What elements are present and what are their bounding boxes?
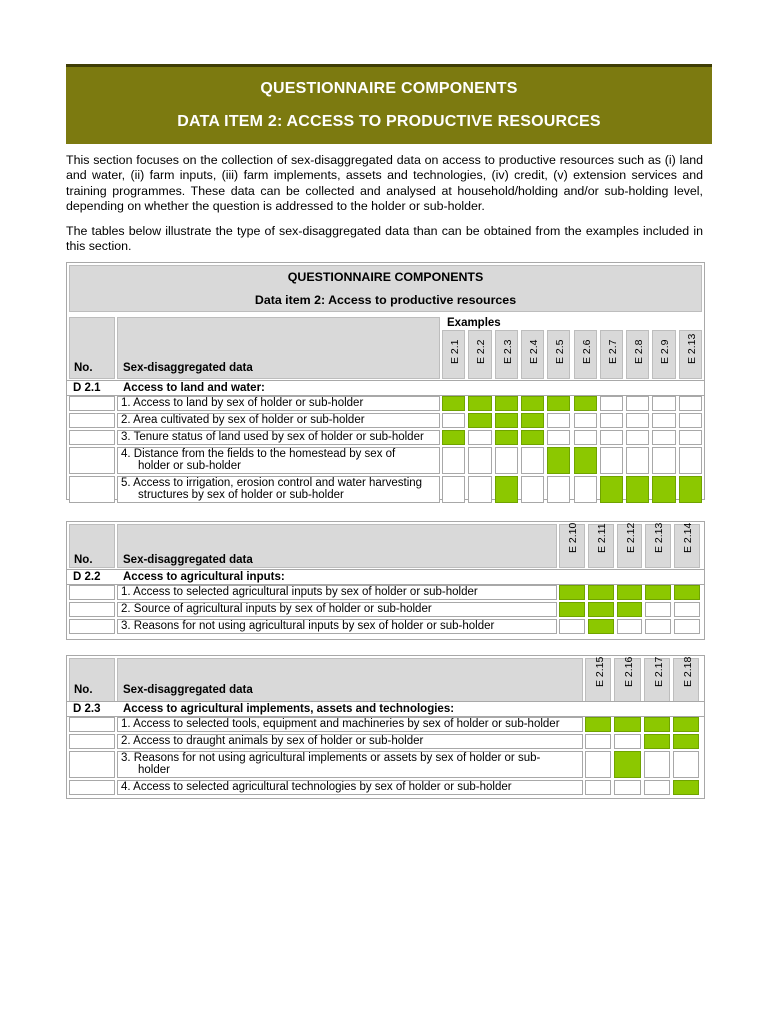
- mark-cell-filled: [574, 447, 597, 474]
- mark-cell-empty: [679, 430, 702, 445]
- mark-cell-empty: [626, 430, 649, 445]
- mark-cell-empty: [600, 396, 623, 411]
- examples-label: Examples: [447, 317, 501, 329]
- example-label-text: E 2.12: [624, 522, 637, 553]
- divider: [67, 380, 704, 381]
- mark-cell-empty: [645, 619, 671, 634]
- mark-cell-empty: [495, 447, 518, 474]
- row-number-cell: [69, 780, 115, 795]
- mark-cell-filled: [468, 396, 491, 411]
- row-label: 5. Access to irrigation, erosion control and water harvesting: [121, 477, 423, 489]
- example-label-text: E 2.3: [501, 339, 514, 364]
- mark-cell-empty: [652, 430, 675, 445]
- row-number-cell: [69, 734, 115, 749]
- mark-cell-empty: [652, 413, 675, 428]
- col-data-label: Sex-disaggregated data: [123, 554, 253, 566]
- section-title: Access to agricultural implements, assets and technologies:: [123, 703, 455, 715]
- mark-cell-filled: [442, 396, 465, 411]
- row-label: 1. Access to selected tools, equipment and machineries by sex of holder or sub-holder: [121, 718, 560, 730]
- mark-cell-empty: [600, 447, 623, 474]
- row-number-cell: [69, 396, 115, 411]
- mark-cell-filled: [626, 476, 649, 503]
- table-title: QUESTIONNAIRE COMPONENTS: [287, 270, 484, 284]
- example-label-text: E 2.11: [595, 523, 608, 553]
- mark-cell-filled: [588, 619, 614, 634]
- mark-cell-filled: [644, 717, 670, 732]
- mark-cell-filled: [559, 602, 585, 617]
- example-label-text: E 2.9: [659, 339, 672, 364]
- row-label: 4. Access to selected agricultural technologies by sex of holder or sub-holder: [121, 781, 512, 793]
- mark-cell-filled: [521, 396, 544, 411]
- row-number-cell: [69, 413, 115, 428]
- table-subtitle: Data item 2: Access to productive resources: [254, 293, 517, 307]
- mark-cell-empty: [585, 734, 611, 749]
- mark-cell-empty: [442, 447, 465, 474]
- example-label-text: E 2.17: [652, 656, 665, 687]
- row-label: 3. Tenure status of land used by sex of holder or sub-holder: [121, 431, 424, 443]
- mark-cell-empty: [673, 751, 699, 778]
- mark-cell-filled: [679, 476, 702, 503]
- mark-cell-filled: [614, 751, 640, 778]
- mark-cell-filled: [495, 476, 518, 503]
- example-label-text: E 2.4: [527, 339, 540, 364]
- mark-cell-filled: [652, 476, 675, 503]
- mark-cell-filled: [495, 396, 518, 411]
- banner-title: QUESTIONNAIRE COMPONENTS: [260, 80, 518, 97]
- section-number: D 2.2: [73, 571, 101, 583]
- mark-cell-filled: [559, 585, 585, 600]
- row-number-cell: [69, 447, 115, 474]
- mark-cell-empty: [559, 619, 585, 634]
- mark-cell-empty: [644, 780, 670, 795]
- table-agricultural-inputs: [66, 521, 705, 640]
- example-label-text: E 2.2: [475, 339, 488, 364]
- row-label: 2. Access to draught animals by sex of holder or sub-holder: [121, 735, 424, 747]
- col-no-label: No.: [74, 554, 93, 566]
- mark-cell-empty: [644, 751, 670, 778]
- row-label: 1. Access to selected agricultural inputs by sex of holder or sub-holder: [121, 586, 478, 598]
- example-label-text: E 2.16: [623, 656, 636, 687]
- mark-cell-empty: [547, 413, 570, 428]
- section-title: Access to land and water:: [123, 382, 265, 394]
- mark-cell-empty: [468, 447, 491, 474]
- mark-cell-empty: [585, 751, 611, 778]
- mark-cell-empty: [679, 396, 702, 411]
- mark-cell-filled: [547, 396, 570, 411]
- row-label: 2. Source of agricultural inputs by sex of holder or sub-holder: [121, 603, 432, 615]
- mark-cell-empty: [617, 619, 643, 634]
- mark-cell-empty: [442, 413, 465, 428]
- example-label-text: E 2.7: [606, 339, 619, 364]
- example-label-text: E 2.8: [633, 339, 646, 364]
- mark-cell-filled: [614, 717, 640, 732]
- mark-cell-filled: [495, 413, 518, 428]
- divider: [67, 569, 704, 570]
- col-no-label: No.: [74, 362, 93, 374]
- mark-cell-filled: [588, 602, 614, 617]
- section-number: D 2.1: [73, 382, 101, 394]
- mark-cell-empty: [468, 476, 491, 503]
- mark-cell-filled: [521, 413, 544, 428]
- table-implements-assets: [66, 655, 705, 799]
- example-label-text: E 2.13: [685, 333, 698, 364]
- mark-cell-filled: [673, 717, 699, 732]
- mark-cell-filled: [645, 585, 671, 600]
- divider: [67, 701, 704, 702]
- mark-cell-filled: [574, 396, 597, 411]
- mark-cell-filled: [674, 585, 700, 600]
- mark-cell-empty: [600, 430, 623, 445]
- row-label: 3. Reasons for not using agricultural implements or assets by sex of holder or sub-: [121, 752, 541, 764]
- row-label: 4. Distance from the fields to the homestead by sex of: [121, 448, 396, 460]
- mark-cell-empty: [600, 413, 623, 428]
- mark-cell-empty: [614, 780, 640, 795]
- mark-cell-filled: [673, 780, 699, 795]
- mark-cell-filled: [585, 717, 611, 732]
- mark-cell-empty: [574, 476, 597, 503]
- mark-cell-filled: [521, 430, 544, 445]
- banner-subtitle: DATA ITEM 2: ACCESS TO PRODUCTIVE RESOURCES: [177, 113, 601, 130]
- mark-cell-empty: [521, 447, 544, 474]
- mark-cell-empty: [626, 396, 649, 411]
- row-number-cell: [69, 751, 115, 778]
- section-title: Access to agricultural inputs:: [123, 571, 285, 583]
- row-label: 2. Area cultivated by sex of holder or sub-holder: [121, 414, 365, 426]
- row-label-cont: structures by sex of holder or sub-holder: [138, 489, 344, 501]
- mark-cell-filled: [600, 476, 623, 503]
- mark-cell-empty: [547, 430, 570, 445]
- example-label-text: E 2.5: [554, 339, 567, 364]
- tables-note-paragraph: The tables below illustrate the type of sex-disaggregated data than can be obtained from the examples included in this section.: [66, 224, 703, 254]
- example-label-text: E 2.15: [594, 656, 606, 687]
- mark-cell-filled: [468, 413, 491, 428]
- mark-cell-empty: [679, 413, 702, 428]
- row-number-cell: [69, 585, 115, 600]
- row-label: 3. Reasons for not using agricultural inputs by sex of holder or sub-holder: [121, 620, 495, 632]
- row-label-cont: holder or sub-holder: [138, 460, 241, 472]
- mark-cell-empty: [645, 602, 671, 617]
- mark-cell-empty: [574, 413, 597, 428]
- example-label-text: E 2.10: [567, 522, 579, 553]
- example-label-text: E 2.14: [682, 522, 695, 553]
- mark-cell-empty: [626, 447, 649, 474]
- example-label-text: E 2.1: [449, 339, 461, 364]
- row-number-cell: [69, 602, 115, 617]
- mark-cell-filled: [617, 602, 643, 617]
- mark-cell-empty: [626, 413, 649, 428]
- example-label-text: E 2.18: [681, 656, 694, 687]
- col-data-label: Sex-disaggregated data: [123, 684, 253, 696]
- row-label: 1. Access to land by sex of holder or sub-holder: [121, 397, 364, 409]
- mark-cell-filled: [495, 430, 518, 445]
- mark-cell-empty: [585, 780, 611, 795]
- mark-cell-empty: [521, 476, 544, 503]
- intro-paragraph: This section focuses on the collection of sex-disaggregated data on access to productive resources such as (i) land and water, (ii) farm inputs, (iii) farm implements, assets and technologies, (iv) credit, (v) extension services and training programmes. These data can be collected and analysed at household/holding and/or sub-holding level, depending on whether the question is addressed to the holder or sub-holder.: [66, 153, 703, 214]
- mark-cell-empty: [468, 430, 491, 445]
- page-banner: [66, 64, 712, 144]
- mark-cell-empty: [652, 447, 675, 474]
- mark-cell-empty: [674, 619, 700, 634]
- mark-cell-filled: [547, 447, 570, 474]
- row-number-cell: [69, 476, 115, 503]
- table-access-land-water: [66, 262, 705, 500]
- row-number-cell: [69, 619, 115, 634]
- mark-cell-filled: [644, 734, 670, 749]
- row-label-cont: holder: [138, 764, 170, 776]
- row-number-cell: [69, 430, 115, 445]
- mark-cell-filled: [588, 585, 614, 600]
- example-label-text: E 2.13: [653, 522, 666, 553]
- mark-cell-empty: [652, 396, 675, 411]
- mark-cell-filled: [673, 734, 699, 749]
- mark-cell-empty: [674, 602, 700, 617]
- mark-cell-empty: [679, 447, 702, 474]
- mark-cell-empty: [547, 476, 570, 503]
- mark-cell-filled: [442, 430, 465, 445]
- col-no-label: No.: [74, 684, 93, 696]
- section-number: D 2.3: [73, 703, 101, 715]
- row-number-cell: [69, 717, 115, 732]
- example-label-text: E 2.6: [580, 339, 593, 364]
- mark-cell-empty: [574, 430, 597, 445]
- mark-cell-empty: [614, 734, 640, 749]
- mark-cell-filled: [617, 585, 643, 600]
- col-data-label: Sex-disaggregated data: [123, 362, 253, 374]
- mark-cell-empty: [442, 476, 465, 503]
